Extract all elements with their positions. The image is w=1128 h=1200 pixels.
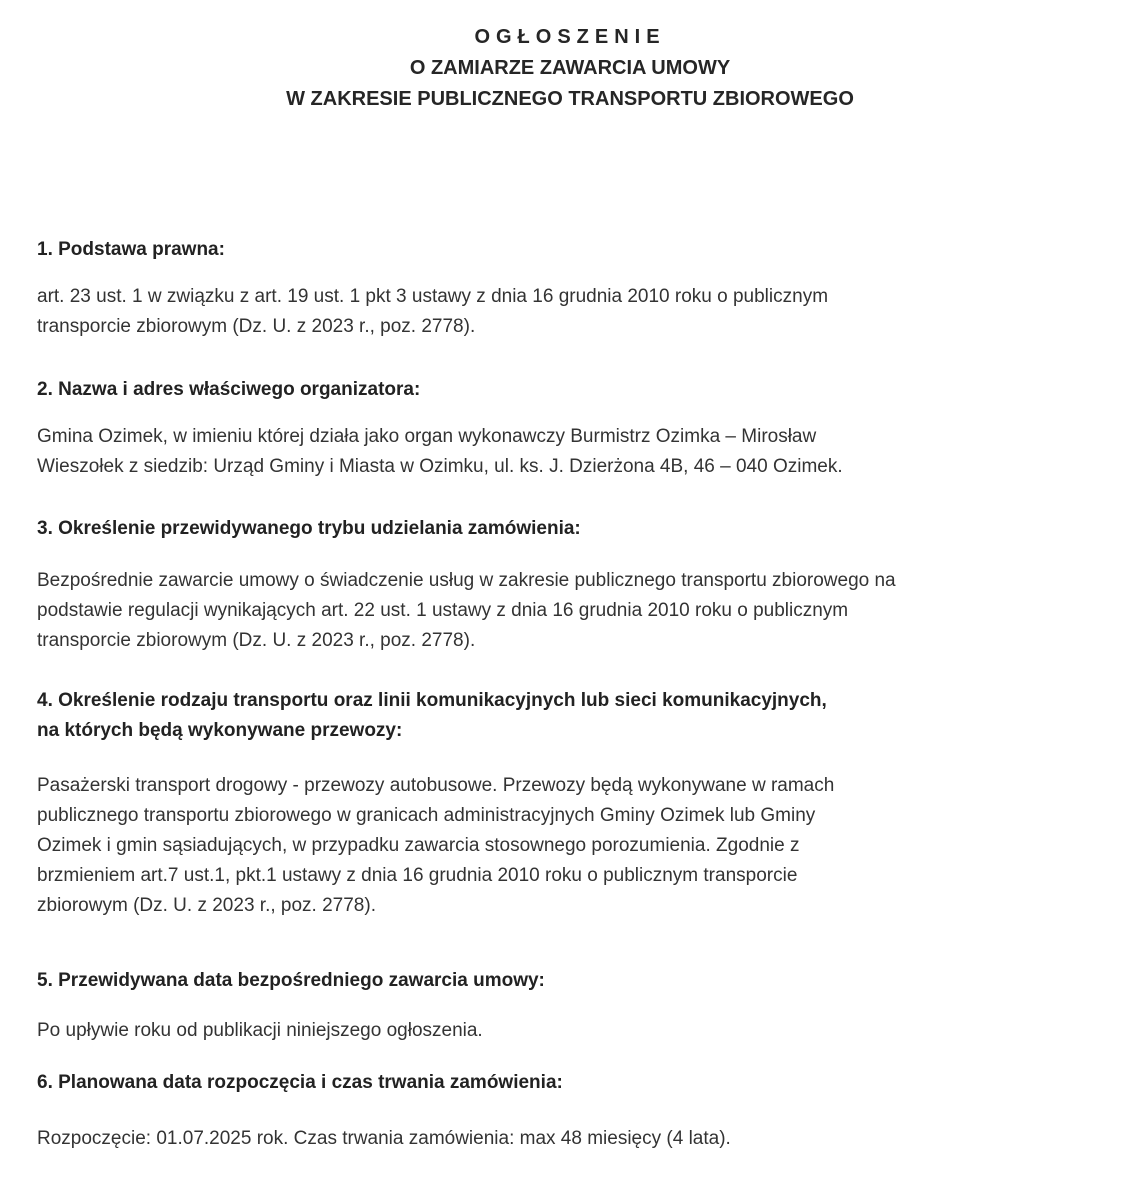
section-5-body (37, 1016, 483, 1046)
section-1-heading (37, 235, 225, 265)
heading-line: 3. Określenie przewidywanego trybu udzielania zamówienia: (37, 518, 581, 539)
section-2-body (37, 422, 843, 482)
section-4-heading (37, 686, 827, 746)
section-3-heading (37, 514, 581, 544)
body-line: brzmieniem art.7 ust.1, pkt.1 ustawy z dnia 16 grudnia 2010 roku o publicznym transporcie (37, 865, 798, 886)
heading-line: 4. Określenie rodzaju transportu oraz linii komunikacyjnych lub sieci komunikacyjnych, (37, 690, 827, 711)
heading-line: 1. Podstawa prawna: (37, 239, 225, 260)
section-3-body (37, 566, 896, 656)
body-line: publicznego transportu zbiorowego w granicach administracyjnych Gminy Ozimek lub Gminy (37, 805, 816, 826)
body-line: Pasażerski transport drogowy - przewozy autobusowe. Przewozy będą wykonywane w ramach (37, 775, 835, 796)
body-line: transporcie zbiorowym (Dz. U. z 2023 r., poz. 2778). (37, 316, 476, 337)
section-2-heading (37, 375, 420, 405)
section-6-heading (37, 1068, 563, 1098)
body-line: art. 23 ust. 1 w związku z art. 19 ust. 1 pkt 3 ustawy z dnia 16 grudnia 2010 roku o publicznym (37, 286, 829, 307)
title-subtitle-line-1: O ZAMIARZE ZAWARCIA UMOWY (409, 57, 731, 79)
heading-line: na których będą wykonywane przewozy: (37, 720, 403, 741)
body-line: Gmina Ozimek, w imieniu której działa jako organ wykonawczy Burmistrz Ozimka – Mirosław (37, 426, 817, 447)
section-5-heading (37, 966, 545, 996)
body-line: Ozimek i gmin sąsiadujących, w przypadku zawarcia stosownego porozumienia. Zgodnie z (37, 835, 800, 856)
body-line: Bezpośrednie zawarcie umowy o świadczenie usług w zakresie publicznego transportu zbiorowego na (37, 570, 896, 591)
document-title (0, 22, 1128, 115)
section-1-body (37, 282, 828, 342)
heading-line: 5. Przewidywana data bezpośredniego zawarcia umowy: (37, 970, 545, 991)
body-line: transporcie zbiorowym (Dz. U. z 2023 r., poz. 2778). (37, 630, 476, 651)
title-subtitle-line-2: W ZAKRESIE PUBLICZNEGO TRANSPORTU ZBIOROWEGO (286, 88, 854, 110)
body-line: Po upływie roku od publikacji niniejszego ogłoszenia. (37, 1020, 483, 1041)
body-line: Wieszołek z siedzib: Urząd Gminy i Miasta w Ozimku, ul. ks. J. Dzierżona 4B, 46 – 040 Ozimek. (37, 456, 843, 477)
section-4-body (37, 771, 834, 921)
body-line: podstawie regulacji wynikających art. 22 ust. 1 ustawy z dnia 16 grudnia 2010 roku o publicznym (37, 600, 849, 621)
title-main: OGŁOSZENIE (474, 26, 666, 48)
body-line: Rozpoczęcie: 01.07.2025 rok. Czas trwania zamówienia: max 48 miesięcy (4 lata). (37, 1128, 731, 1149)
heading-line: 6. Planowana data rozpoczęcia i czas trwania zamówienia: (37, 1072, 563, 1093)
body-line: zbiorowym (Dz. U. z 2023 r., poz. 2778). (37, 895, 376, 916)
section-6-body (37, 1124, 731, 1154)
heading-line: 2. Nazwa i adres właściwego organizatora: (37, 379, 421, 400)
